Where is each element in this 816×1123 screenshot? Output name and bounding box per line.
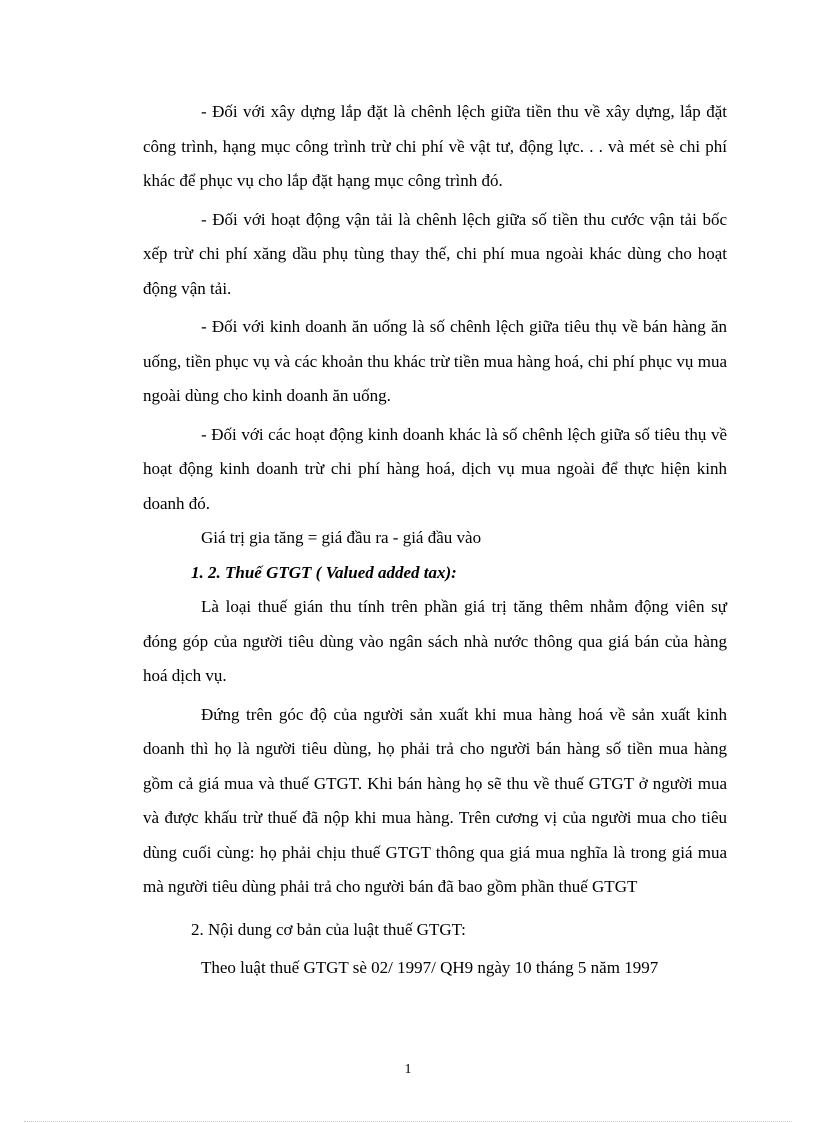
page-number: 1 xyxy=(404,1062,412,1077)
paragraph-transport: - Đối với hoạt động vận tải là chênh lệch giữa số tiền thu cước vận tải bốc xếp trừ chi phí xăng dầu phụ tùng thay thế, chi phí mua ngoài khác dùng cho hoạt động vận tải. xyxy=(143,209,727,298)
paragraph-other-business: - Đối với các hoạt động kinh doanh khác là số chênh lệch giữa số tiêu thụ về hoạt động kinh doanh trừ chi phí hàng hoá, dịch vụ mua ngoài để thực hiện kinh doanh đó. xyxy=(143,424,727,513)
paragraph-construction: - Đối với xây dựng lắp đặt là chênh lệch giữa tiền thu về xây dựng, lắp đặt công trình, hạng mục công trình trừ chi phí về vật tư, động lực. . . và mét sè chi phí khác để phục vụ cho lắp đặt hạng mục công trình đó. xyxy=(143,102,727,190)
value-added-formula: Giá trị gia tăng = giá đầu ra - giá đầu vào xyxy=(201,528,482,547)
document-body xyxy=(143,95,727,986)
page-bottom-divider xyxy=(24,1121,792,1122)
paragraph-food-service: - Đối với kinh doanh ăn uống là số chênh lệch giữa tiêu thụ về bán hàng ăn uống, tiền phục vụ và các khoản thu khác trừ tiền mua hàng hoá, chi phí phục vụ mua ngoài dùng cho kinh doanh ăn uống. xyxy=(143,317,727,405)
section-heading-vat: 1. 2. Thuế GTGT ( Valued added tax): xyxy=(191,562,457,582)
paragraph-vat-definition: Là loại thuế gián thu tính trên phần giá trị tăng thêm nhằm động viên sự đóng góp của người tiêu dùng vào ngân sách nhà nước thông qua giá bán của hàng hoá dịch vụ. xyxy=(143,597,727,685)
section-title-vat-law: 2. Nội dung cơ bản của luật thuế GTGT: xyxy=(191,919,466,939)
law-reference-line: Theo luật thuế GTGT sè 02/ 1997/ QH9 ngày 10 tháng 5 năm 1997 xyxy=(201,958,659,977)
paragraph-vat-producer: Đứng trên góc độ của người sản xuất khi mua hàng hoá về sản xuất kinh doanh thì họ là người tiêu dùng, họ phải trả cho người bán hàng số tiền mua hàng gồm cả giá mua và thuế GTGT. Khi bán hàng họ sẽ thu về thuế GTGT ở người mua và được khấu trừ thuế đã nộp khi mua hàng. Trên cương vị của người mua cho tiêu dùng cuối cùng: họ phải chịu thuế GTGT thông qua giá mua nghĩa là trong giá mua mà người tiêu dùng phải trả cho người bán đã bao gồm phần thuế GTGT xyxy=(143,704,727,896)
